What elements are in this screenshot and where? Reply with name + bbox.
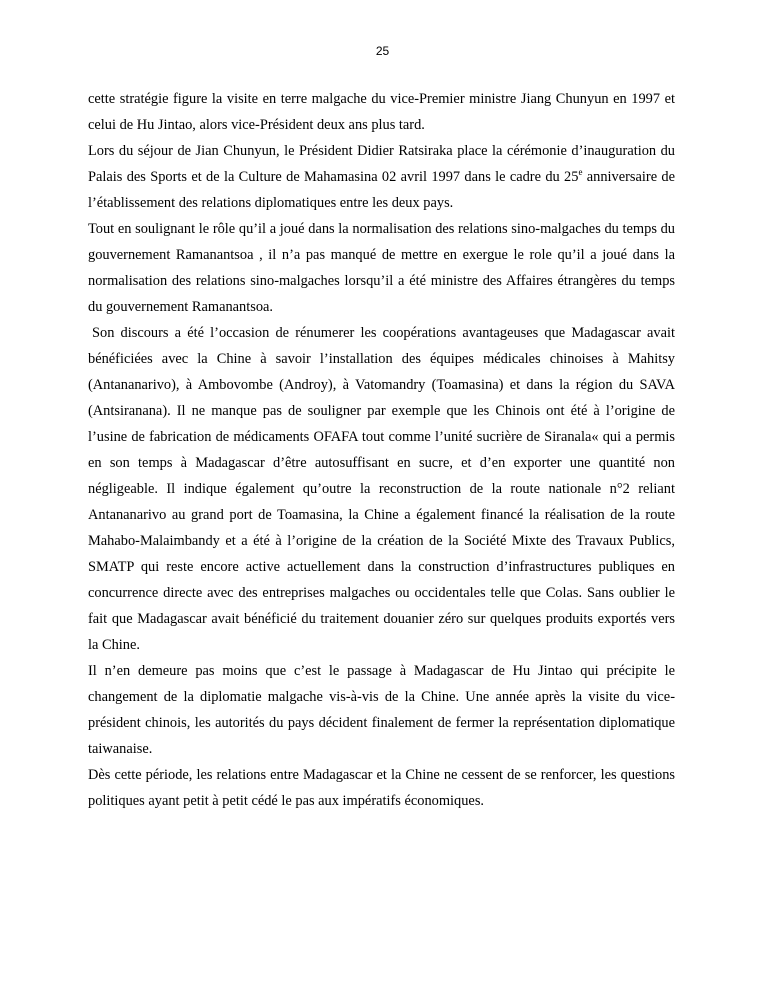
paragraph-2-text-start: Lors du séjour de Jian Chunyun, le Président Didier Ratsiraka place la cérémonie d’inauguration du Palais des Sports et de la Culture de Mahamasina 02 avril 1997 dans le cadre du 25 — [88, 143, 675, 185]
paragraph-3: Tout en soulignant le rôle qu’il a joué dans la normalisation des relations sino-malgaches du temps du gouvernement Ramanantsoa , il n’a pas manqué de mettre en exergue le role qu’il a joué dans la normalisation des relations sino-malgaches lorsqu’il a été ministre des Affaires étrangères du temps du gouvernement Ramanantsoa. — [88, 221, 675, 315]
body-text — [88, 86, 675, 814]
paragraph-2 — [88, 138, 675, 216]
paragraph-1: cette stratégie figure la visite en terre malgache du vice-Premier ministre Jiang Chunyun en 1997 et celui de Hu Jintao, alors vice-Président deux ans plus tard. — [88, 91, 675, 133]
ordinal-superscript: e — [578, 167, 583, 178]
page-number: 25 — [375, 44, 390, 58]
paragraph-5: Il n’en demeure pas moins que c’est le passage à Madagascar de Hu Jintao qui précipite le changement de la diplomatie malgache vis-à-vis de la Chine. Une année après la visite du vice-président chinois, les autorités du pays décident finalement de fermer la représentation diplomatique taiwanaise. — [88, 663, 675, 757]
paragraph-4: Son discours a été l’occasion de rénumerer les coopérations avantageuses que Madagascar avait bénéficiées avec la Chine à savoir l’installation des équipes médicales chinoises à Mahitsy (Antananarivo), à Ambovombe (Androy), à Vatomandry (Toamasina) et dans la région du SAVA (Antsiranana). Il ne manque pas de souligner par exemple que les Chinois ont été à l’origine de l’usine de fabrication de médicaments OFAFA tout comme l’unité sucrière de Siranala« qui a permis en son temps à Madagascar d’être autosuffisant en sucre, et d’en exporter une quantité non négligeable. Il indique également qu’outre la reconstruction de la route nationale n°2 reliant Antananarivo au grand port de Toamasina, la Chine a également financé la réalisation de la route Mahabo-Malaimbandy et a été à l’origine de la création de la Société Mixte des Travaux Publics, SMATP qui reste encore active actuellement dans la construction d’infrastructures publiques en concurrence directe avec des entreprises malgaches ou occidentales telle que Colas. Sans oublier le fait que Madagascar avait bénéficié du traitement douanier zéro sur quelques produits exportés vers la Chine. — [88, 325, 675, 653]
paragraph-2-text-end: anniversaire de l’établissement des relations diplomatiques entre les deux pays. — [88, 169, 675, 211]
paragraph-6: Dès cette période, les relations entre Madagascar et la Chine ne cessent de se renforcer, les questions politiques ayant petit à petit cédé le pas aux impératifs économiques. — [88, 767, 675, 809]
